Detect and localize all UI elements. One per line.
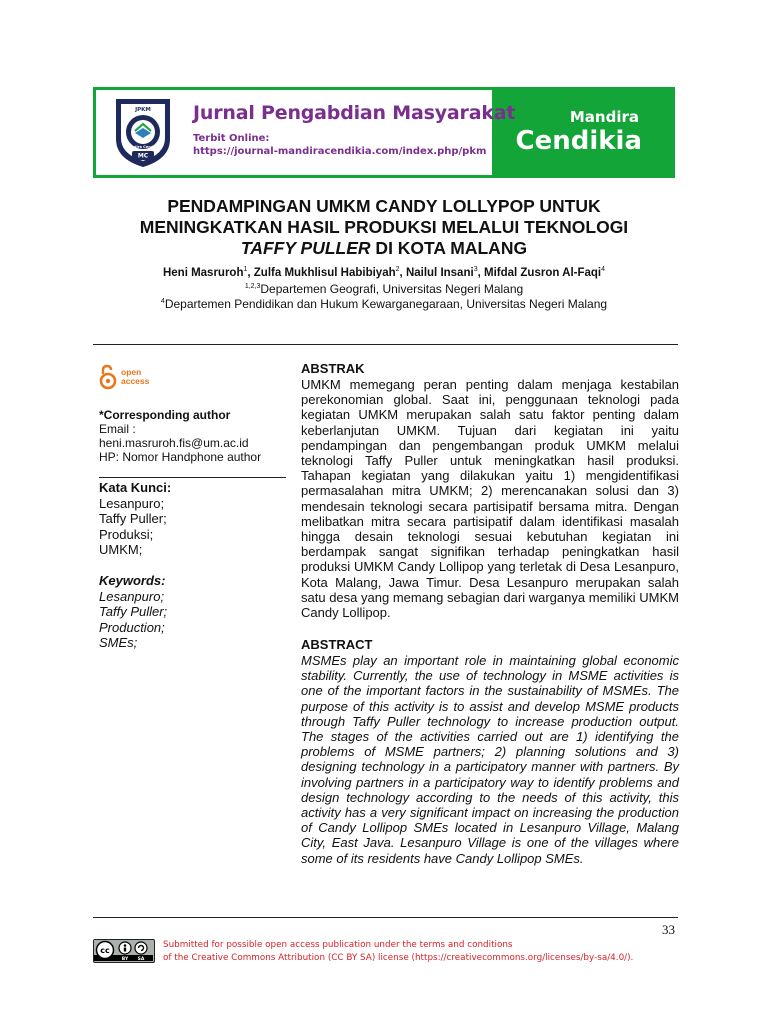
page-number: 33 <box>662 922 675 937</box>
kata-kunci-item: Produksi; <box>99 526 154 542</box>
kata-kunci-block <box>99 480 171 558</box>
title-line-3-rest: DI KOTA MALANG <box>370 238 528 258</box>
author-1-sup: 1 <box>243 266 248 273</box>
email-label: Email : <box>99 422 136 436</box>
logo-ring-text: Mandira Cendikia <box>125 145 161 149</box>
affiliation-1 <box>60 282 708 296</box>
affiliation-1-text: Departemen Geografi, Universitas Negeri Malang <box>260 282 524 296</box>
affiliation-2-sup: 4 <box>160 298 165 305</box>
journal-title: Jurnal Pengabdian Masyarakat <box>193 102 516 124</box>
author-list <box>60 266 708 279</box>
keywords-heading: Keywords: <box>99 573 166 588</box>
open-access-line-2: access <box>121 376 150 386</box>
title-line-2: MENINGKATKAN HASIL PRODUKSI MELALUI TEKNOLOGI <box>139 217 629 237</box>
author-3-sup: 3 <box>473 266 478 273</box>
affiliation-2 <box>60 297 708 311</box>
journal-banner <box>93 87 675 178</box>
terbit-online <box>193 132 486 158</box>
svg-text:cc: cc <box>100 946 110 955</box>
title-line-3 <box>90 238 678 259</box>
logo-mc-text: MC <box>137 152 149 160</box>
journal-url-link[interactable]: https://journal-mandiracendikia.com/index.php/pkm <box>193 146 487 157</box>
author-separator: , <box>247 266 254 279</box>
affiliation-1-sup: 1,2,3 <box>244 283 261 290</box>
abstrak-text: UMKM memegang peran penting dalam menjaga kestabilan perekonomian global. Saat ini, penggunaan teknologi pada kegiatan UMKM merupakan salah satu faktor penting dalam keberlanjutan UMKM. Tujuan dari kegiatan ini yaitu pendampingan dan pengembangan produk UMKM melalui teknologi Taffy Puller untuk meningkatkan hasil produksi. Tahapan kegiatan yang dilakukan yaitu 1) mengidentifikasi permasalahan mitra UMKM; 2) merencanakan solusi dan 3) mendesain teknologi secara partisipatif bersama mitra. Dengan melibatkan mitra secara partisipatif dalam identifikasi masalah hingga desain teknologi sesuai kebutuhan kegiatan ini berdampak sangat signifikan terhadap peningkatkan hasil produksi UMKM Candy Lollipop yang terletak di Desa Lesanpuro, Kota Malang, Jawa Timur. Desa Lesanpuro merupakan salah satu desa yang memang sebagian dari warganya memiliki UMKM Candy Lollipop. <box>301 377 679 621</box>
open-access-icon <box>98 364 118 390</box>
author-separator: , <box>477 266 484 279</box>
terbit-label: Terbit Online: <box>193 133 270 144</box>
license-line-1: Submitted for possible open access publication under the terms and conditions <box>163 940 513 950</box>
author-4: Mifdal Zusron Al-Faqi <box>483 266 602 279</box>
email-link[interactable]: heni.masruroh.fis@um.ac.id <box>99 436 249 450</box>
brand-cendikia: Cendikia <box>515 126 642 156</box>
kata-kunci-heading: Kata Kunci: <box>99 480 172 495</box>
brand-mandira: Mandira <box>569 108 639 126</box>
author-3: Nailul Insani <box>405 266 474 279</box>
cc-by-label: BY <box>121 957 129 961</box>
phone-text: HP: Nomor Handphone author <box>99 450 262 464</box>
left-column-divider <box>99 477 286 478</box>
kata-kunci-item: Taffy Puller; <box>99 511 167 526</box>
author-4-sup: 4 <box>601 266 606 273</box>
title-italic-term: TAFFY PULLER <box>240 238 371 258</box>
author-1: Heni Masruroh <box>162 266 244 279</box>
cc-sa-label: SA <box>137 957 145 961</box>
keyword-item: SMEs; <box>99 635 138 650</box>
open-access-line-1: open <box>121 367 142 377</box>
paper-title <box>90 196 678 259</box>
license-line-2[interactable]: of the Creative Commons Attribution (CC BY SA) license (https://creativecommons.org/licenses/by-sa/4.0/). <box>163 953 634 963</box>
affiliation-2-text: Departemen Pendidikan dan Hukum Kewarganegaraan, Universitas Negeri Malang <box>164 297 608 311</box>
keywords-block <box>99 573 167 651</box>
author-separator: , <box>399 266 406 279</box>
title-line-1: PENDAMPINGAN UMKM CANDY LOLLYPOP UNTUK <box>167 196 601 216</box>
author-2: Zulfa Mukhlisul Habibiyah <box>253 266 396 279</box>
abstrak-heading: ABSTRAK <box>301 361 365 376</box>
cc-license-icon <box>94 940 153 961</box>
kata-kunci-item: Lesanpuro; <box>99 495 165 511</box>
open-access-label <box>121 368 149 386</box>
keyword-item: Production; <box>99 619 165 635</box>
keyword-item: Lesanpuro; <box>99 588 165 604</box>
cc-by-sa-badge[interactable] <box>93 939 155 963</box>
logo-jpkm-text: JPKM <box>135 107 151 113</box>
header-divider <box>93 344 678 345</box>
abstract-heading: ABSTRACT <box>301 637 373 652</box>
keyword-item: Taffy Puller; <box>99 604 168 619</box>
journal-logo-icon <box>110 95 176 169</box>
corresponding-heading: *Corresponding author <box>99 408 231 422</box>
footer-divider <box>93 917 678 918</box>
corresponding-author-block <box>99 408 261 464</box>
abstract-text: MSMEs play an important role in maintaining global economic stability. Currently, the use of technology in MSME activities is one of the important factors in the sustainability of MSMEs. The purpose of this activity is to assist and develop MSME products through Taffy Puller technology to increase production output. The stages of the activities carried out are 1) identifying the problems of MSME partners; 2) planning solutions and 3) designing technology in a participatory manner with partners. By involving partners in a participatory way to identify problems and design technology according to the needs of this activity, this activity has a very significant impact on increasing the production of Candy Lollipop SMEs located in Lesanpuro Village, Malang City, East Java. Lesanpuro Village is one of the villages where some of its residents have Candy Lollipop SMEs. <box>301 653 679 866</box>
author-2-sup: 2 <box>395 266 400 273</box>
license-notice <box>163 939 633 965</box>
kata-kunci-item: UMKM; <box>99 542 143 557</box>
